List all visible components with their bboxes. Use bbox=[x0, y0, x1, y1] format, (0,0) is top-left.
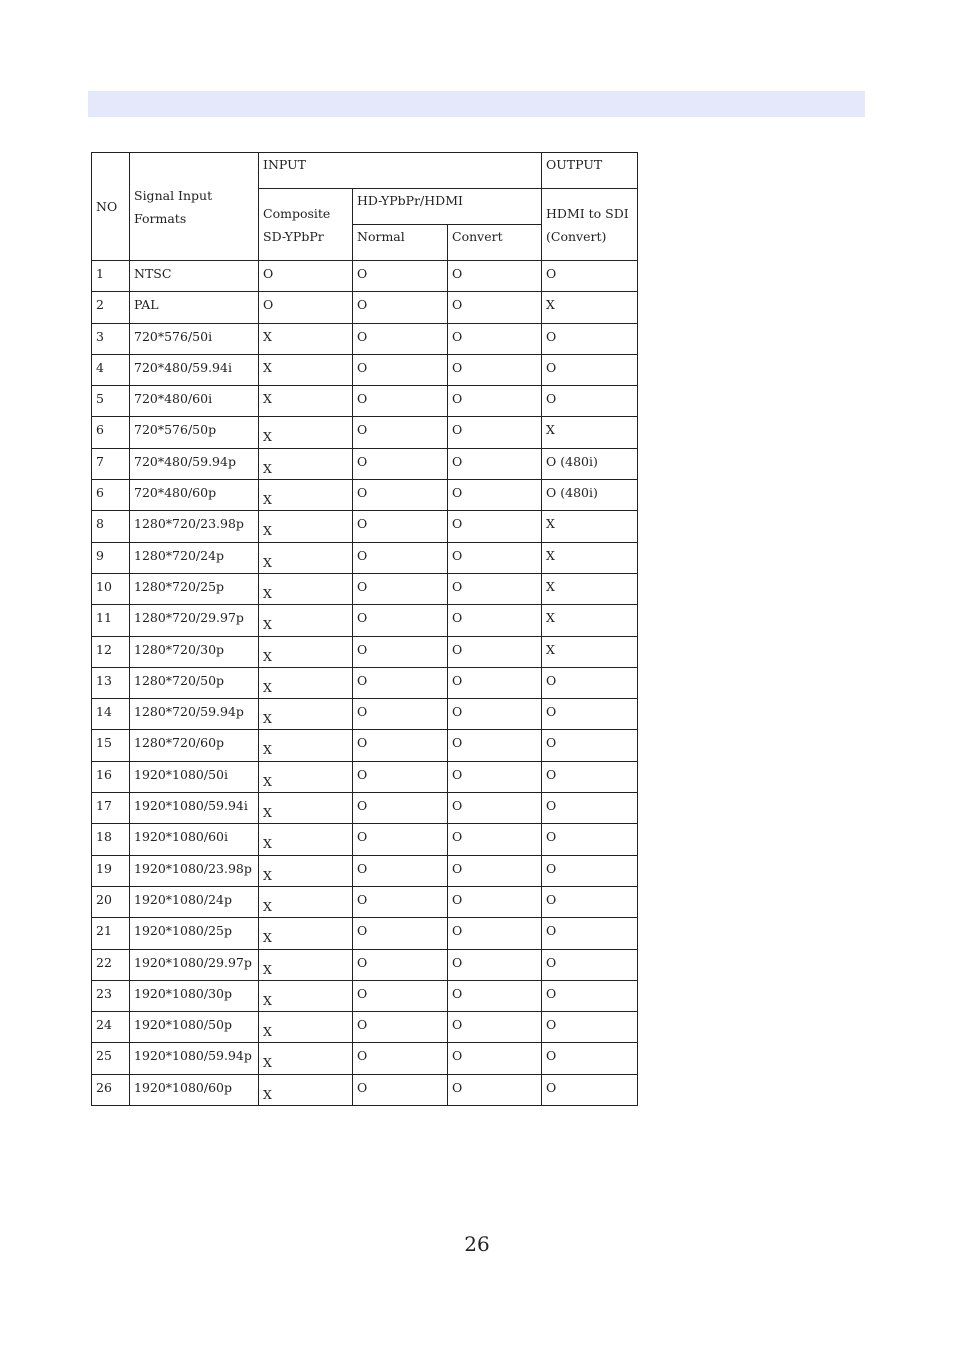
cell-convert: O bbox=[448, 511, 542, 542]
cell-no: 21 bbox=[92, 918, 130, 949]
table-row bbox=[92, 855, 638, 886]
cell-normal: O bbox=[353, 1074, 448, 1105]
cell-format: 720*480/59.94p bbox=[130, 448, 259, 479]
cell-convert: O bbox=[448, 448, 542, 479]
table-row bbox=[92, 1043, 638, 1074]
header-no: NO bbox=[92, 153, 130, 261]
page-number: 26 bbox=[464, 1232, 490, 1256]
cell-format: 720*576/50i bbox=[130, 323, 259, 354]
cell-convert: O bbox=[448, 980, 542, 1011]
cell-format: 1280*720/59.94p bbox=[130, 699, 259, 730]
cell-output: O bbox=[542, 918, 638, 949]
cell-no: 9 bbox=[92, 542, 130, 573]
cell-composite-value: X bbox=[263, 554, 272, 570]
cell-format: 1920*1080/60i bbox=[130, 824, 259, 855]
table-row bbox=[92, 542, 638, 573]
cell-output: O (480i) bbox=[542, 448, 638, 479]
cell-composite-value: X bbox=[263, 1055, 272, 1071]
table-row bbox=[92, 980, 638, 1011]
cell-no: 1 bbox=[92, 261, 130, 292]
cell-no: 25 bbox=[92, 1043, 130, 1074]
cell-convert: O bbox=[448, 1012, 542, 1043]
cell-output: O bbox=[542, 980, 638, 1011]
cell-convert: O bbox=[448, 417, 542, 448]
cell-no: 6 bbox=[92, 417, 130, 448]
cell-normal: O bbox=[353, 511, 448, 542]
table-row bbox=[92, 261, 638, 292]
cell-normal: O bbox=[353, 573, 448, 604]
cell-format: 1920*1080/25p bbox=[130, 918, 259, 949]
cell-composite-value: X bbox=[263, 930, 272, 946]
cell-output: O bbox=[542, 855, 638, 886]
cell-no: 15 bbox=[92, 730, 130, 761]
header-row-1 bbox=[92, 153, 638, 189]
cell-output: O bbox=[542, 354, 638, 385]
table-body bbox=[92, 153, 638, 1106]
table-row bbox=[92, 417, 638, 448]
cell-output: O bbox=[542, 761, 638, 792]
cell-composite bbox=[259, 1043, 353, 1074]
cell-no: 26 bbox=[92, 1074, 130, 1105]
cell-format: 1280*720/50p bbox=[130, 667, 259, 698]
cell-convert: O bbox=[448, 699, 542, 730]
cell-normal: O bbox=[353, 886, 448, 917]
cell-normal: O bbox=[353, 730, 448, 761]
cell-composite: X bbox=[259, 354, 353, 385]
cell-format: 1920*1080/24p bbox=[130, 886, 259, 917]
cell-normal: O bbox=[353, 949, 448, 980]
cell-normal: O bbox=[353, 292, 448, 323]
table-row bbox=[92, 386, 638, 417]
cell-convert: O bbox=[448, 542, 542, 573]
cell-composite bbox=[259, 636, 353, 667]
table-row bbox=[92, 354, 638, 385]
cell-composite bbox=[259, 699, 353, 730]
cell-normal: O bbox=[353, 667, 448, 698]
section-header-band bbox=[88, 91, 865, 117]
cell-normal: O bbox=[353, 448, 448, 479]
cell-format: 1280*720/60p bbox=[130, 730, 259, 761]
header-hdmi-to-sdi: HDMI to SDI (Convert) bbox=[542, 189, 638, 261]
cell-composite bbox=[259, 1074, 353, 1105]
table-row bbox=[92, 730, 638, 761]
cell-convert: O bbox=[448, 323, 542, 354]
cell-normal: O bbox=[353, 417, 448, 448]
cell-composite bbox=[259, 417, 353, 448]
table-row bbox=[92, 824, 638, 855]
table-row bbox=[92, 573, 638, 604]
cell-no: 3 bbox=[92, 323, 130, 354]
cell-composite bbox=[259, 949, 353, 980]
cell-format: 1920*1080/29.97p bbox=[130, 949, 259, 980]
cell-normal: O bbox=[353, 824, 448, 855]
cell-format: 1280*720/25p bbox=[130, 573, 259, 604]
header-signal-input-formats: Signal Input Formats bbox=[130, 153, 259, 261]
cell-composite bbox=[259, 918, 353, 949]
cell-composite bbox=[259, 824, 353, 855]
cell-composite bbox=[259, 980, 353, 1011]
cell-composite: O bbox=[259, 261, 353, 292]
cell-no: 17 bbox=[92, 793, 130, 824]
cell-composite-value: X bbox=[263, 523, 272, 539]
table-row bbox=[92, 949, 638, 980]
cell-convert: O bbox=[448, 918, 542, 949]
cell-no: 7 bbox=[92, 448, 130, 479]
cell-output: O bbox=[542, 730, 638, 761]
cell-format: 1280*720/30p bbox=[130, 636, 259, 667]
cell-convert: O bbox=[448, 824, 542, 855]
cell-no: 24 bbox=[92, 1012, 130, 1043]
cell-format: 1920*1080/59.94p bbox=[130, 1043, 259, 1074]
cell-convert: O bbox=[448, 292, 542, 323]
cell-composite bbox=[259, 605, 353, 636]
cell-no: 16 bbox=[92, 761, 130, 792]
cell-normal: O bbox=[353, 542, 448, 573]
cell-composite bbox=[259, 480, 353, 511]
header-convert: Convert bbox=[448, 225, 542, 261]
cell-output: X bbox=[542, 417, 638, 448]
cell-output: O (480i) bbox=[542, 480, 638, 511]
table-row bbox=[92, 323, 638, 354]
cell-output: O bbox=[542, 667, 638, 698]
cell-composite bbox=[259, 886, 353, 917]
cell-composite-value: X bbox=[263, 648, 272, 664]
cell-convert: O bbox=[448, 855, 542, 886]
cell-output: O bbox=[542, 793, 638, 824]
cell-composite bbox=[259, 448, 353, 479]
cell-composite bbox=[259, 667, 353, 698]
cell-format: 720*480/60p bbox=[130, 480, 259, 511]
cell-normal: O bbox=[353, 480, 448, 511]
table-row bbox=[92, 1012, 638, 1043]
cell-format: 1280*720/24p bbox=[130, 542, 259, 573]
cell-composite-value: X bbox=[263, 867, 272, 883]
cell-format: 1280*720/29.97p bbox=[130, 605, 259, 636]
cell-composite-value: X bbox=[263, 961, 272, 977]
cell-output: X bbox=[542, 573, 638, 604]
header-output: OUTPUT bbox=[542, 153, 638, 189]
cell-output: X bbox=[542, 605, 638, 636]
cell-normal: O bbox=[353, 605, 448, 636]
cell-composite bbox=[259, 730, 353, 761]
cell-normal: O bbox=[353, 855, 448, 886]
header-hd-ypbpr-hdmi: HD-YPbPr/HDMI bbox=[353, 189, 542, 225]
cell-convert: O bbox=[448, 386, 542, 417]
cell-composite bbox=[259, 1012, 353, 1043]
cell-format: 720*480/60i bbox=[130, 386, 259, 417]
cell-no: 10 bbox=[92, 573, 130, 604]
table-row bbox=[92, 1074, 638, 1105]
cell-output: O bbox=[542, 699, 638, 730]
cell-format: 1920*1080/50p bbox=[130, 1012, 259, 1043]
cell-composite: X bbox=[259, 323, 353, 354]
cell-composite-value: X bbox=[263, 460, 272, 476]
cell-convert: O bbox=[448, 1043, 542, 1074]
cell-composite bbox=[259, 511, 353, 542]
cell-format: 1920*1080/50i bbox=[130, 761, 259, 792]
table-row bbox=[92, 636, 638, 667]
cell-composite bbox=[259, 542, 353, 573]
cell-no: 2 bbox=[92, 292, 130, 323]
cell-normal: O bbox=[353, 354, 448, 385]
table-row bbox=[92, 886, 638, 917]
cell-no: 8 bbox=[92, 511, 130, 542]
cell-composite-value: X bbox=[263, 711, 272, 727]
cell-normal: O bbox=[353, 636, 448, 667]
cell-convert: O bbox=[448, 573, 542, 604]
cell-composite-value: X bbox=[263, 585, 272, 601]
table-row bbox=[92, 292, 638, 323]
cell-composite bbox=[259, 855, 353, 886]
cell-normal: O bbox=[353, 261, 448, 292]
cell-output: O bbox=[542, 1012, 638, 1043]
cell-format: 720*480/59.94i bbox=[130, 354, 259, 385]
cell-composite-value: X bbox=[263, 429, 272, 445]
cell-output: X bbox=[542, 542, 638, 573]
cell-normal: O bbox=[353, 918, 448, 949]
table-row bbox=[92, 793, 638, 824]
cell-composite-value: X bbox=[263, 617, 272, 633]
table-row bbox=[92, 480, 638, 511]
cell-convert: O bbox=[448, 354, 542, 385]
cell-composite bbox=[259, 573, 353, 604]
cell-composite-value: X bbox=[263, 992, 272, 1008]
cell-format: 1920*1080/60p bbox=[130, 1074, 259, 1105]
cell-no: 12 bbox=[92, 636, 130, 667]
cell-normal: O bbox=[353, 699, 448, 730]
cell-format: NTSC bbox=[130, 261, 259, 292]
cell-no: 23 bbox=[92, 980, 130, 1011]
cell-normal: O bbox=[353, 1012, 448, 1043]
cell-convert: O bbox=[448, 480, 542, 511]
cell-no: 6 bbox=[92, 480, 130, 511]
cell-convert: O bbox=[448, 261, 542, 292]
cell-convert: O bbox=[448, 730, 542, 761]
table-row bbox=[92, 667, 638, 698]
cell-convert: O bbox=[448, 886, 542, 917]
cell-output: O bbox=[542, 886, 638, 917]
cell-no: 13 bbox=[92, 667, 130, 698]
cell-convert: O bbox=[448, 793, 542, 824]
cell-format: 1920*1080/23.98p bbox=[130, 855, 259, 886]
cell-composite: X bbox=[259, 386, 353, 417]
cell-convert: O bbox=[448, 1074, 542, 1105]
cell-composite-value: X bbox=[263, 492, 272, 508]
cell-composite-value: X bbox=[263, 836, 272, 852]
cell-composite-value: X bbox=[263, 679, 272, 695]
cell-composite-value: X bbox=[263, 742, 272, 758]
cell-composite-value: X bbox=[263, 898, 272, 914]
cell-output: X bbox=[542, 511, 638, 542]
header-normal: Normal bbox=[353, 225, 448, 261]
cell-no: 4 bbox=[92, 354, 130, 385]
cell-convert: O bbox=[448, 949, 542, 980]
cell-normal: O bbox=[353, 323, 448, 354]
table-row bbox=[92, 699, 638, 730]
cell-no: 20 bbox=[92, 886, 130, 917]
cell-output: O bbox=[542, 386, 638, 417]
cell-normal: O bbox=[353, 761, 448, 792]
cell-format: 1920*1080/59.94i bbox=[130, 793, 259, 824]
cell-convert: O bbox=[448, 636, 542, 667]
table-row bbox=[92, 605, 638, 636]
cell-no: 22 bbox=[92, 949, 130, 980]
cell-output: X bbox=[542, 636, 638, 667]
cell-output: O bbox=[542, 261, 638, 292]
header-input: INPUT bbox=[259, 153, 542, 189]
cell-normal: O bbox=[353, 1043, 448, 1074]
cell-no: 19 bbox=[92, 855, 130, 886]
cell-output: O bbox=[542, 949, 638, 980]
cell-no: 18 bbox=[92, 824, 130, 855]
cell-format: 1920*1080/30p bbox=[130, 980, 259, 1011]
signal-format-table bbox=[91, 152, 638, 1106]
cell-format: 720*576/50p bbox=[130, 417, 259, 448]
cell-composite-value: X bbox=[263, 1086, 272, 1102]
header-composite: Composite SD-YPbPr bbox=[259, 189, 353, 261]
table-row bbox=[92, 761, 638, 792]
cell-no: 14 bbox=[92, 699, 130, 730]
cell-output: O bbox=[542, 1043, 638, 1074]
cell-convert: O bbox=[448, 761, 542, 792]
cell-convert: O bbox=[448, 605, 542, 636]
table-row bbox=[92, 511, 638, 542]
cell-output: O bbox=[542, 1074, 638, 1105]
cell-no: 11 bbox=[92, 605, 130, 636]
cell-composite: O bbox=[259, 292, 353, 323]
cell-no: 5 bbox=[92, 386, 130, 417]
cell-composite bbox=[259, 761, 353, 792]
cell-composite-value: X bbox=[263, 1024, 272, 1040]
cell-convert: O bbox=[448, 667, 542, 698]
cell-normal: O bbox=[353, 386, 448, 417]
cell-output: O bbox=[542, 323, 638, 354]
cell-composite bbox=[259, 793, 353, 824]
cell-output: X bbox=[542, 292, 638, 323]
cell-normal: O bbox=[353, 793, 448, 824]
table-row bbox=[92, 448, 638, 479]
cell-composite-value: X bbox=[263, 773, 272, 789]
cell-composite-value: X bbox=[263, 805, 272, 821]
cell-output: O bbox=[542, 824, 638, 855]
table-row bbox=[92, 918, 638, 949]
cell-normal: O bbox=[353, 980, 448, 1011]
cell-format: PAL bbox=[130, 292, 259, 323]
cell-format: 1280*720/23.98p bbox=[130, 511, 259, 542]
